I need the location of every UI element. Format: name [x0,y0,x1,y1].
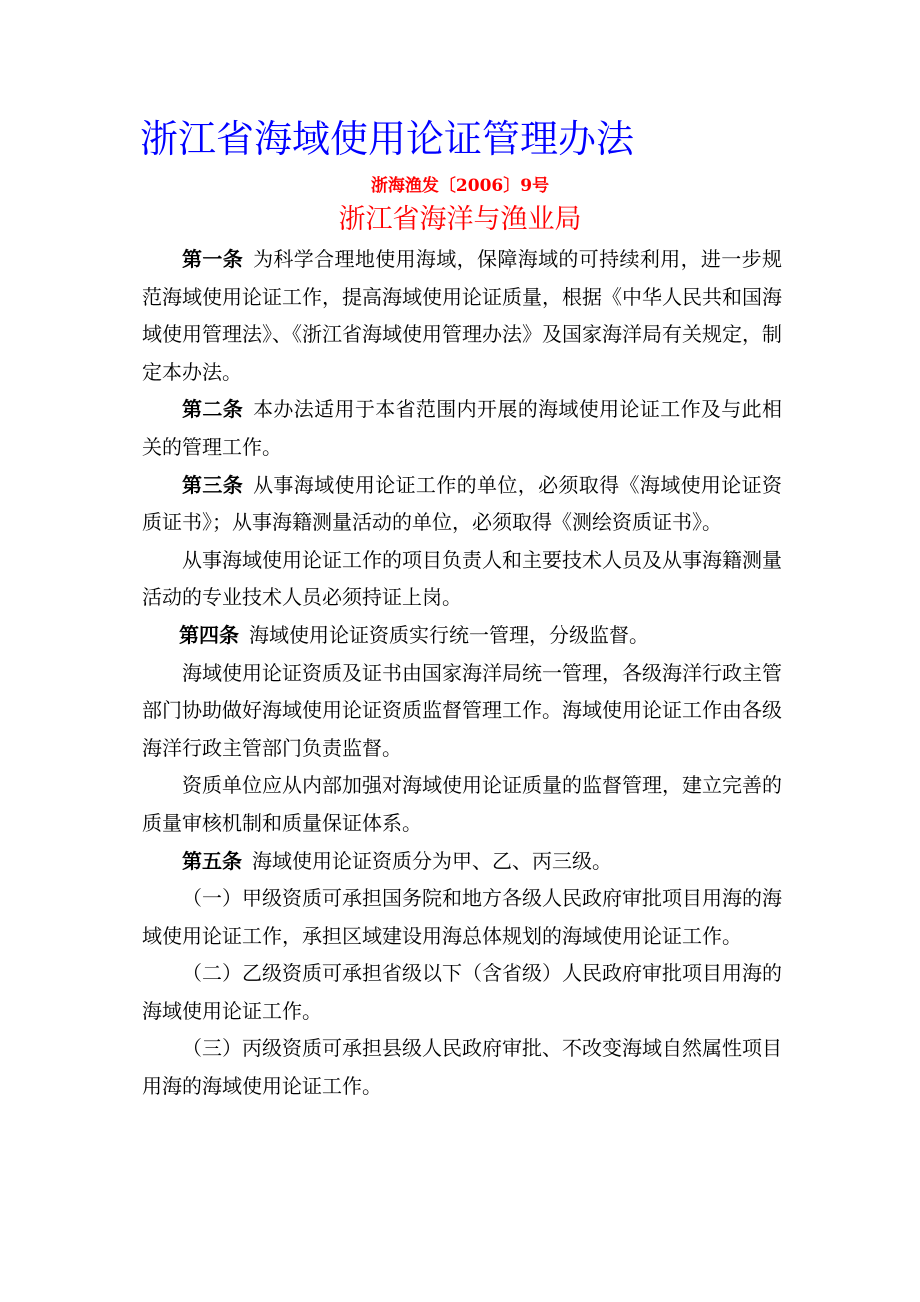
list-item [142,880,782,955]
paragraph-text: （一）甲级资质可承担国务院和地方各级人民政府审批项目用海的海域使用论证工作，承担区域建设用海总体规划的海域使用论证工作。 [142,886,782,948]
paragraph-text: 资质单位应从内部加强对海域使用论证质量的监督管理，建立完善的质量审核机制和质量保证体系。 [142,773,782,835]
document-number: 浙海渔发〔2006〕9号 [370,176,550,196]
article-5 [142,843,782,881]
paragraph-text: 海域使用论证资质及证书由国家海洋局统一管理，各级海洋行政主管部门协助做好海域使用论证资质监督管理工作。海域使用论证工作由各级海洋行政主管部门负责监督。 [142,660,782,760]
article-text: 海域使用论证资质实行统一管理，分级监督。 [249,622,649,647]
list-item [142,955,782,1030]
article-text: 本办法适用于本省范围内开展的海域使用论证工作及与此相关的管理工作。 [142,397,783,459]
paragraph-text: 从事海域使用论证工作的项目负责人和主要技术人员及从事海籍测量活动的专业技术人员必须持证上岗。 [142,547,782,610]
article-1 [142,241,782,391]
paragraph [142,542,782,617]
paragraph [142,655,782,768]
article-text: 从事海域使用论证工作的单位，必须取得《海域使用论证资质证书》；从事海籍测量活动的单位，必须取得《测绘资质证书》。 [142,472,783,535]
article-text: 为科学合理地使用海域，保障海域的可持续利用，进一步规范海域使用论证工作，提高海域使用论证质量，根据《中华人民共和国海域使用管理法》、《浙江省海域使用管理办法》及国家海洋局有关规定，制定本办法。 [142,247,783,384]
article-label: 第五条 [182,848,242,873]
article-label: 第四条 [179,622,239,647]
article-label: 第二条 [182,397,244,422]
paragraph-text: （二）乙级资质可承担省级以下（含省级）人民政府审批项目用海的海域使用论证工作。 [142,961,782,1023]
issuing-authority: 浙江省海洋与渔业局 [338,204,582,235]
article-3 [142,467,782,542]
article-label: 第一条 [182,247,244,271]
article-2 [142,391,782,466]
document-title: 浙江省海域使用论证管理办法 [140,117,635,161]
paragraph [142,767,782,842]
document-body [142,241,782,1106]
article-4 [142,617,782,655]
article-text: 海域使用论证资质分为甲、乙、丙三级。 [252,848,612,873]
article-label: 第三条 [182,472,244,497]
paragraph-text: （三）丙级资质可承担县级人民政府审批、不改变海域自然属性项目用海的海域使用论证工作。 [142,1036,782,1099]
list-item [142,1030,782,1105]
